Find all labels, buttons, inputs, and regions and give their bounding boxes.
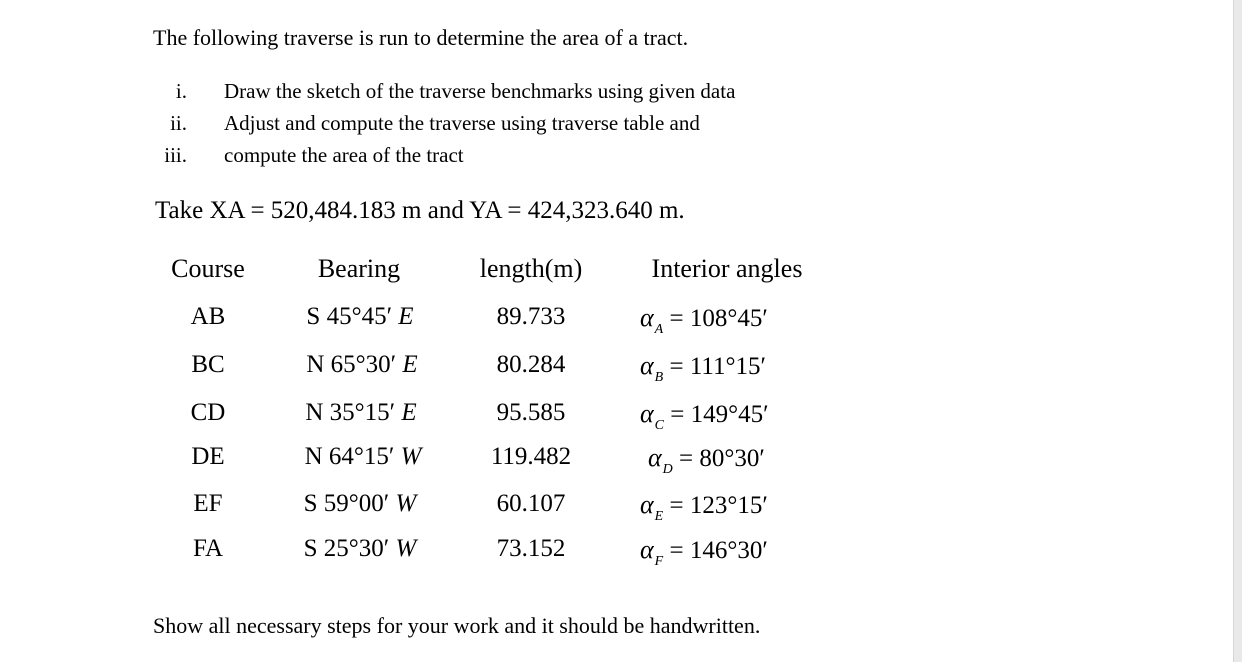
header-bearing: Bearing — [317, 254, 401, 283]
angle-cell: $\alpha_D$ = 80°30ʹ — [648, 443, 765, 477]
length-cell: 119.482 — [490, 443, 572, 470]
intro-text: The following traverse is run to determine the area of a tract. — [153, 25, 689, 50]
length-cell: 73.152 — [496, 535, 566, 562]
task-text-2: Adjust and compute the traverse using traverse table and — [224, 111, 700, 135]
header-length: length(m) — [479, 254, 583, 283]
bearing-cell: S 59°00ʹ W — [303, 490, 417, 517]
task-number-3: iii. — [164, 143, 187, 167]
bearing-cell: S 45°45ʹ E — [306, 303, 414, 330]
angle-cell: $\alpha_E$ = 123°15ʹ — [640, 490, 768, 524]
header-course: Course — [171, 254, 245, 283]
length-cell: 95.585 — [496, 399, 566, 426]
length-cell: 80.284 — [496, 351, 566, 378]
task-text-3: compute the area of the tract — [224, 143, 464, 167]
length-cell: 60.107 — [496, 490, 566, 517]
course-cell: CD — [190, 399, 226, 426]
angle-cell: $\alpha_A$ = 108°45ʹ — [640, 303, 768, 337]
length-cell: 89.733 — [496, 303, 566, 330]
page-edge — [1233, 0, 1242, 662]
task-number-1: i. — [175, 79, 187, 103]
task-text-1: Draw the sketch of the traverse benchmarks using given data — [224, 79, 736, 103]
task-number-2: ii. — [170, 111, 187, 135]
footer-instruction: Show all necessary steps for your work and it should be handwritten. — [153, 613, 761, 638]
bearing-cell: N 64°15ʹ W — [304, 443, 422, 470]
course-cell: DE — [191, 443, 225, 470]
bearing-cell: N 35°15ʹ E — [305, 399, 417, 426]
header-interior-angles: Interior angles — [651, 254, 803, 283]
given-coordinates: Take XA = 520,484.183 m and YA = 424,323.640 m. — [155, 197, 685, 224]
bearing-cell: S 25°30ʹ W — [303, 535, 417, 562]
course-cell: FA — [192, 535, 224, 562]
angle-cell: $\alpha_F$ = 146°30ʹ — [640, 535, 768, 569]
course-cell: AB — [190, 303, 226, 330]
angle-cell: $\alpha_C$ = 149°45ʹ — [640, 399, 769, 433]
course-cell: BC — [191, 351, 225, 378]
bearing-cell: N 65°30ʹ E — [306, 351, 418, 378]
angle-cell: $\alpha_B$ = 111°15ʹ — [640, 351, 766, 385]
course-cell: EF — [193, 490, 223, 517]
